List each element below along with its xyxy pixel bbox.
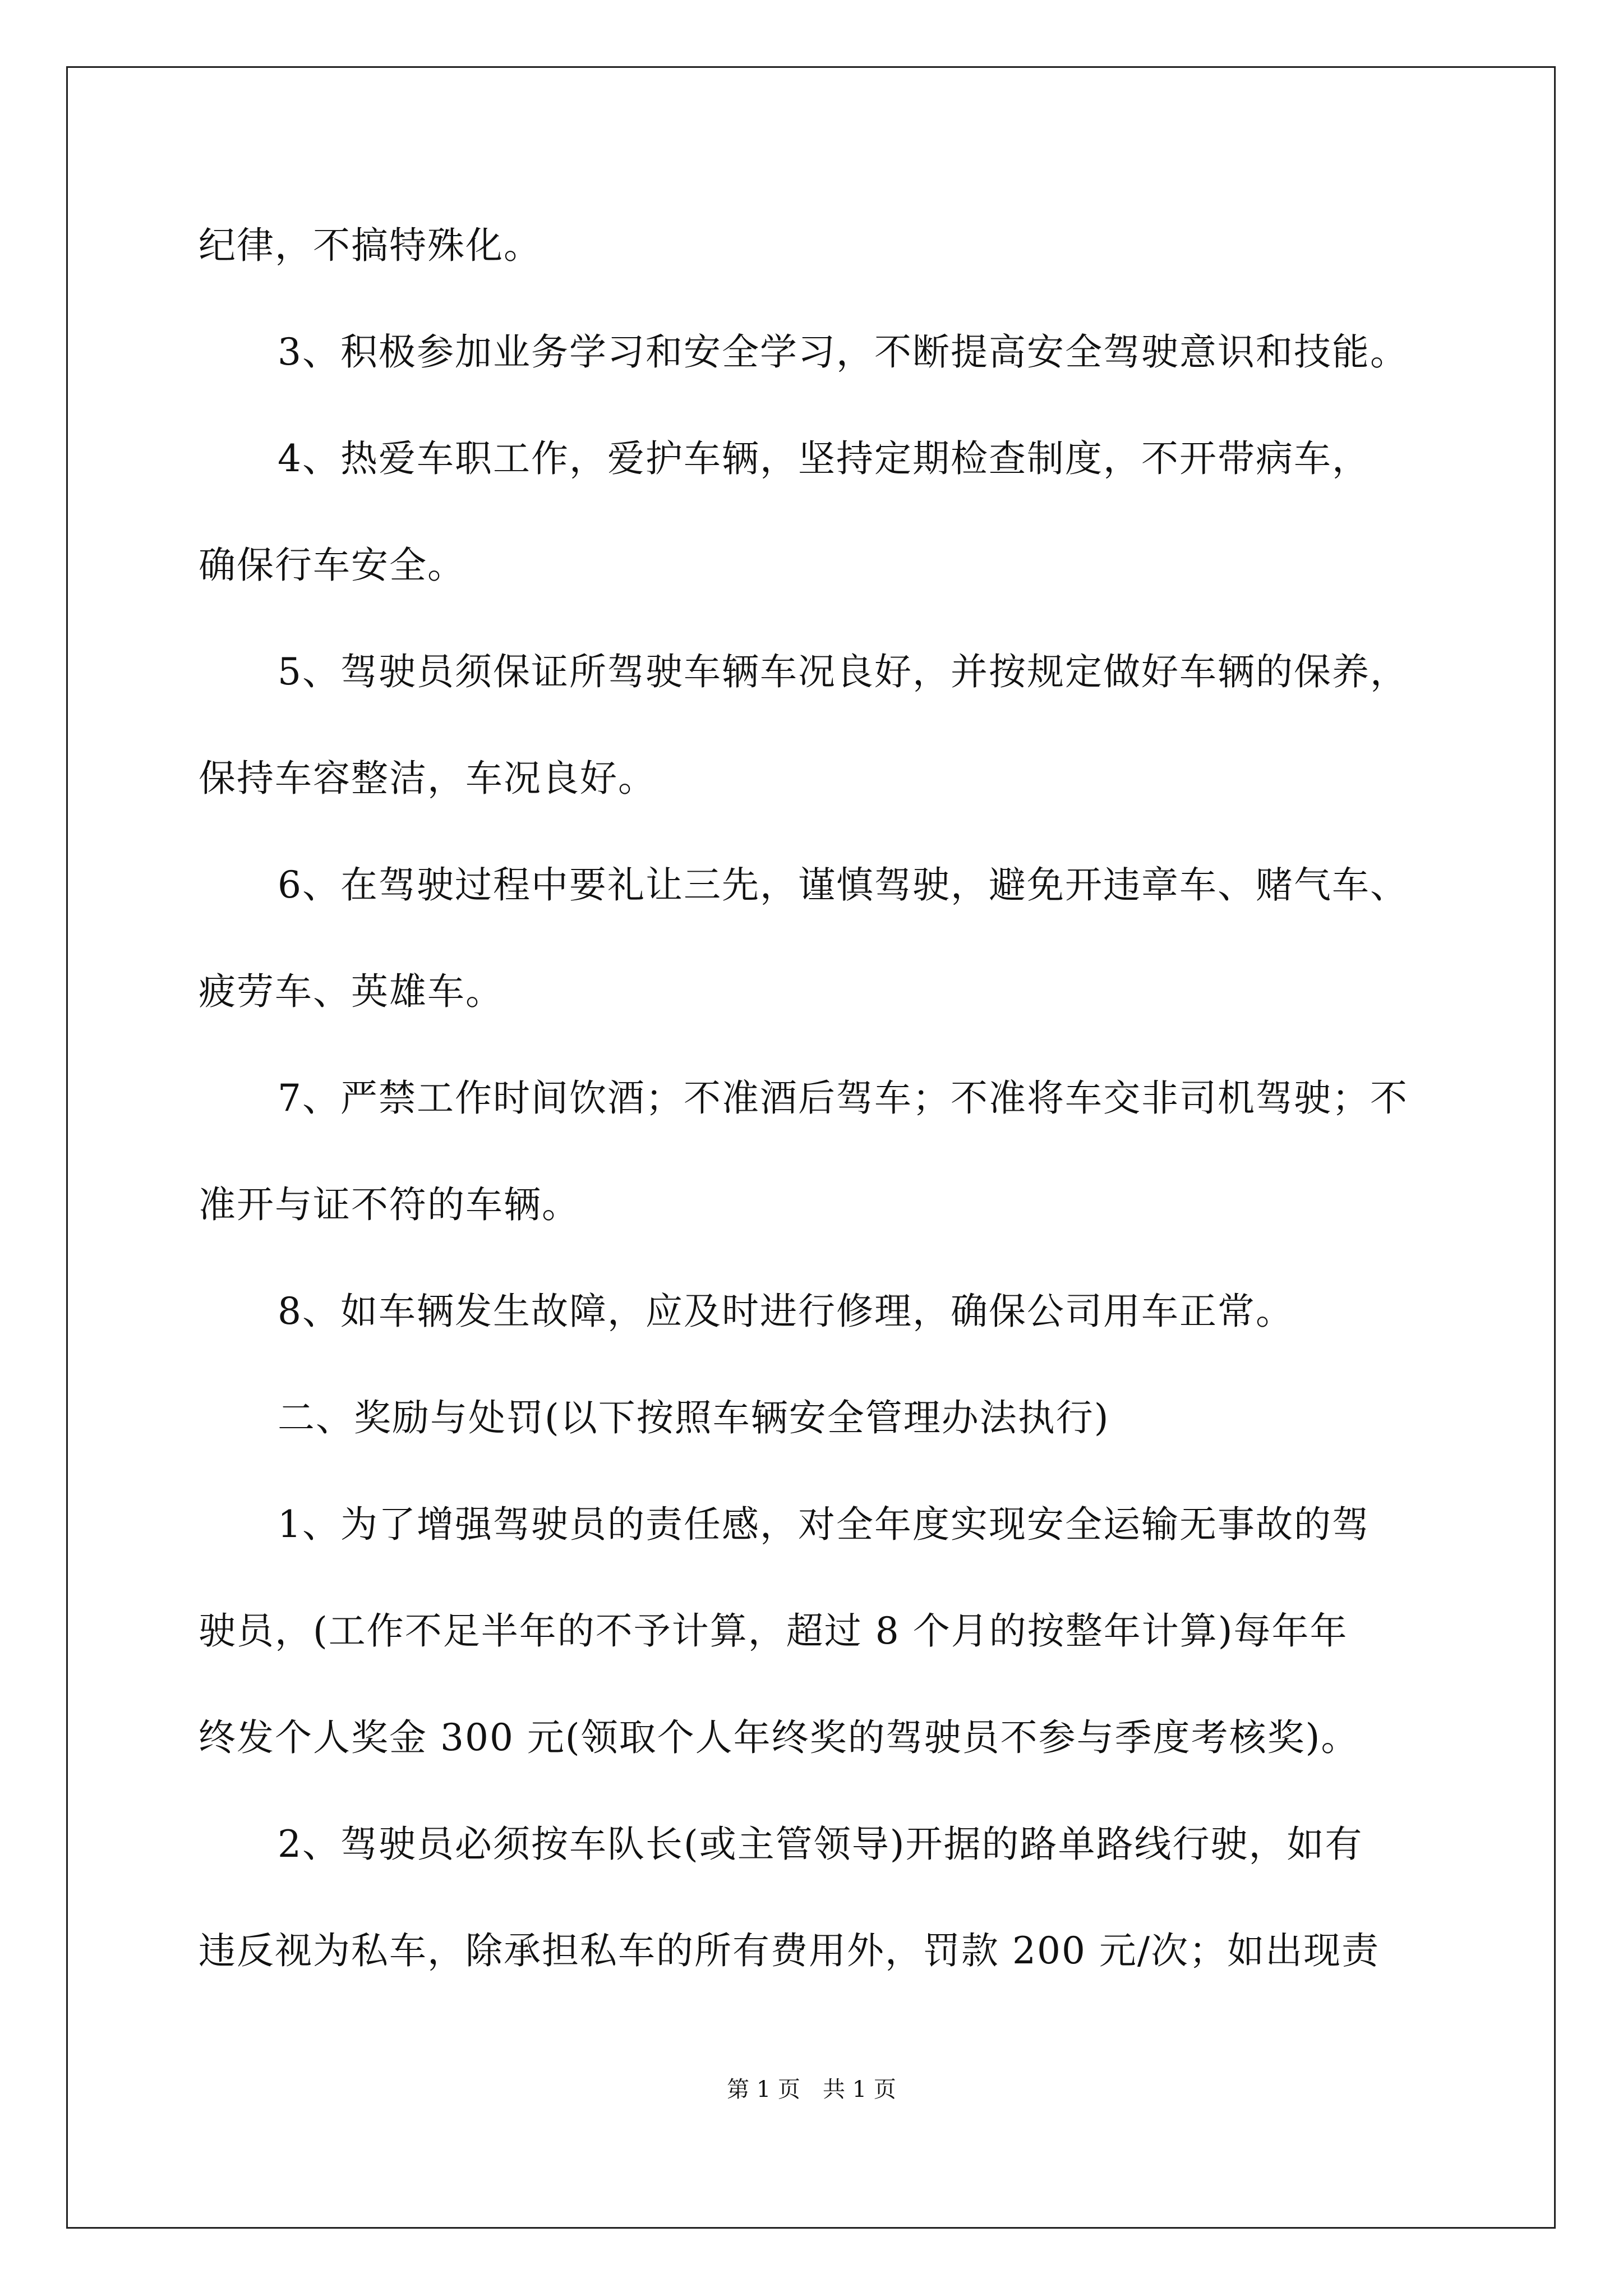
text-line-3: 4、热爱车职工作，爱护车辆，坚持定期检查制度，不开带病车，: [278, 437, 1370, 480]
text-line-7: 6、在驾驶过程中要礼让三先，谨慎驾驶，避免开违章车、赌气车、: [278, 863, 1408, 907]
text-line-12: 二、奖励与处罚(以下按照车辆安全管理办法执行): [278, 1396, 1110, 1439]
text-line-17: 违反视为私车，除承担私车的所有费用外，罚款 200 元/次；如出现责: [199, 1929, 1380, 1972]
text-line-6: 保持车容整洁，车况良好。: [199, 757, 656, 800]
text-line-13: 1、为了增强驾驶员的责任感，对全年度实现安全运输无事故的驾: [278, 1503, 1370, 1546]
page-footer: 第 1 页 共 1 页: [727, 2077, 896, 2102]
text-line-15: 终发个人奖金 300 元(领取个人年终奖的驾驶员不参与季度考核奖)。: [199, 1716, 1359, 1759]
text-line-10: 准开与证不符的车辆。: [199, 1183, 580, 1226]
text-line-9: 7、严禁工作时间饮酒；不准酒后驾车；不准将车交非司机驾驶；不: [278, 1076, 1408, 1120]
text-line-5: 5、驾驶员须保证所驾驶车辆车况良好，并按规定做好车辆的保养，: [278, 650, 1408, 693]
text-line-16: 2、驾驶员必须按车队长(或主管领导)开据的路单路线行驶，如有: [278, 1823, 1363, 1866]
text-line-1: 纪律，不搞特殊化。: [199, 224, 542, 267]
page-border: [66, 66, 1556, 2229]
text-line-4: 确保行车安全。: [199, 544, 465, 587]
text-line-11: 8、如车辆发生故障，应及时进行修理，确保公司用车正常。: [278, 1290, 1294, 1333]
text-line-8: 疲劳车、英雄车。: [199, 970, 504, 1013]
text-line-2: 3、积极参加业务学习和安全学习，不断提高安全驾驶意识和技能。: [278, 330, 1408, 374]
text-line-14: 驶员，(工作不足半年的不予计算，超过 8 个月的按整年计算)每年年: [199, 1609, 1348, 1653]
